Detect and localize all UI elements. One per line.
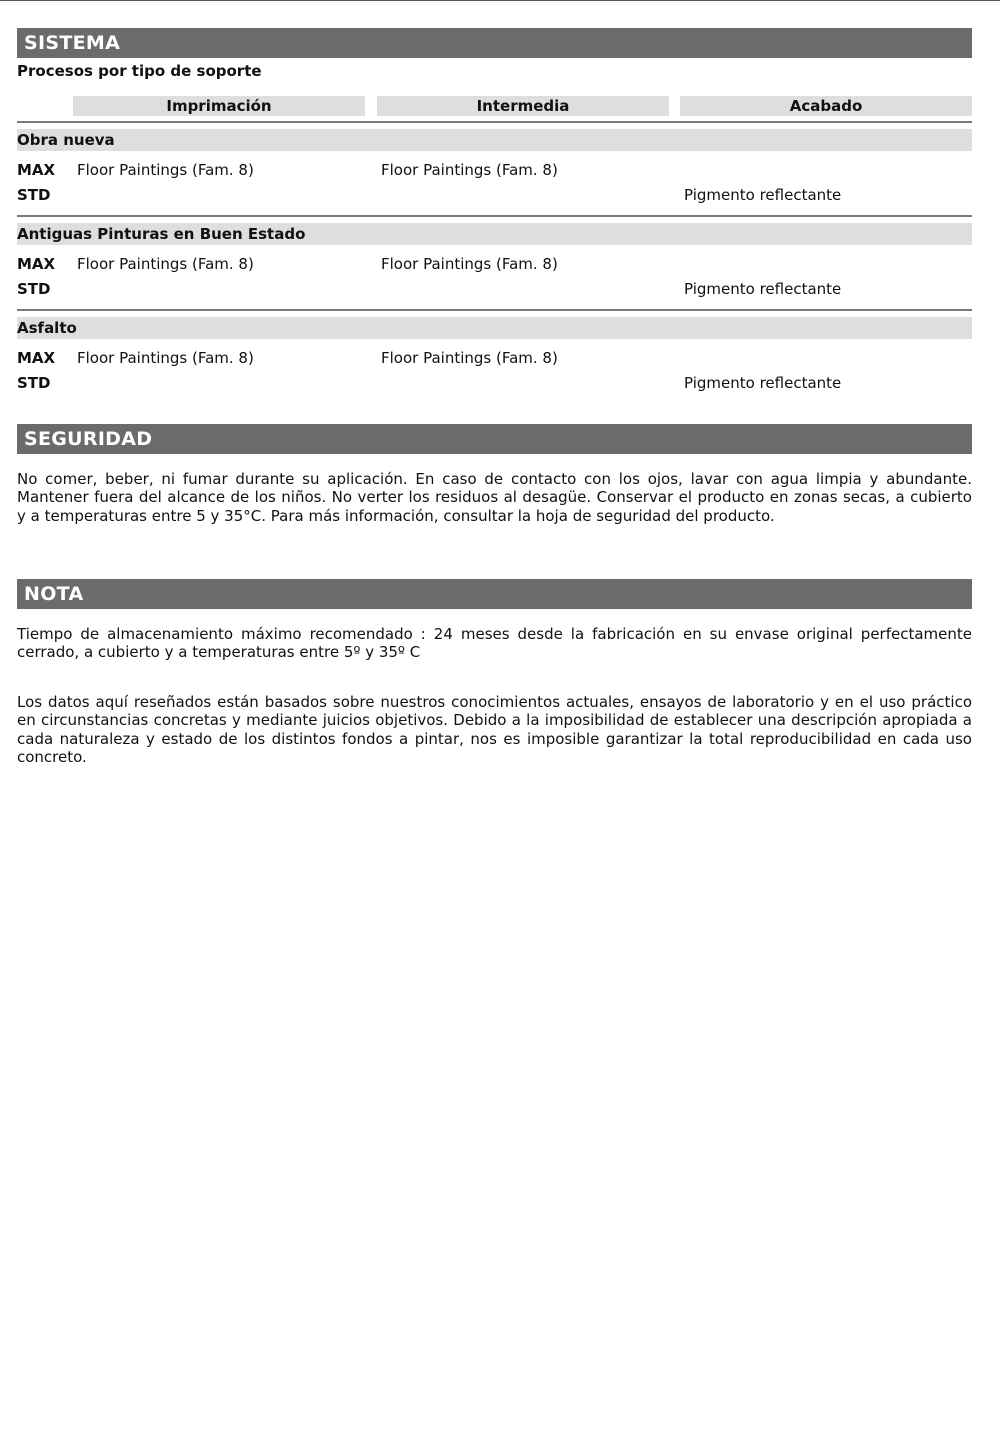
cell-intermedia: Floor Paintings (Fam. 8) [381,255,558,273]
column-header-intermedia: Intermedia [377,96,669,116]
top-rule [0,0,1000,1]
sistema-subtitle: Procesos por tipo de soporte [17,62,262,80]
row-label-std: STD [17,186,51,204]
sistema-header: SISTEMA [17,28,972,58]
group-title-obra-nueva: Obra nueva [17,129,972,151]
nota-storage-text: Tiempo de almacenamiento máximo recomendado : 24 meses desde la fabricación en su envase original perfectamente cerrado, a cubierto y a temperaturas entre 5º y 35º C [17,625,972,662]
group-divider [17,309,972,311]
row-label-std: STD [17,374,51,392]
group-divider [17,215,972,217]
nota-disclaimer-text: Los datos aquí reseñados están basados sobre nuestros conocimientos actuales, ensayos de laboratorio y en el uso práctico en circunstancias concretas y mediante juicios objetivos. Debido a la imposibilidad de establecer una descripción apropiada a cada naturaleza y estado de los distintos fondos a pintar, nos es imposible garantizar la total reproducibilidad en cada uso concreto. [17,693,972,766]
group-divider [17,121,972,123]
group-title-asfalto: Asfalto [17,317,972,339]
seguridad-header: SEGURIDAD [17,424,972,454]
group-title-antiguas-pinturas: Antiguas Pinturas en Buen Estado [17,223,972,245]
row-label-max: MAX [17,255,56,273]
column-header-acabado: Acabado [680,96,972,116]
cell-intermedia: Floor Paintings (Fam. 8) [381,161,558,179]
row-label-max: MAX [17,161,56,179]
cell-acabado: Pigmento reflectante [684,280,842,298]
column-header-imprimacion: Imprimación [73,96,365,116]
cell-acabado: Pigmento reflectante [684,186,842,204]
row-label-std: STD [17,280,51,298]
seguridad-text: No comer, beber, ni fumar durante su aplicación. En caso de contacto con los ojos, lavar con agua limpia y abundante. Mantener fuera del alcance de los niños. No verter los residuos al desagüe. Conservar el producto en zonas secas, a cubierto y a temperaturas entre 5 y 35°C. Para más información, consultar la hoja de seguridad del producto. [17,470,972,525]
cell-intermedia: Floor Paintings (Fam. 8) [381,349,558,367]
cell-imprimacion: Floor Paintings (Fam. 8) [77,161,254,179]
nota-header: NOTA [17,579,972,609]
cell-imprimacion: Floor Paintings (Fam. 8) [77,255,254,273]
cell-acabado: Pigmento reflectante [684,374,842,392]
cell-imprimacion: Floor Paintings (Fam. 8) [77,349,254,367]
row-label-max: MAX [17,349,56,367]
